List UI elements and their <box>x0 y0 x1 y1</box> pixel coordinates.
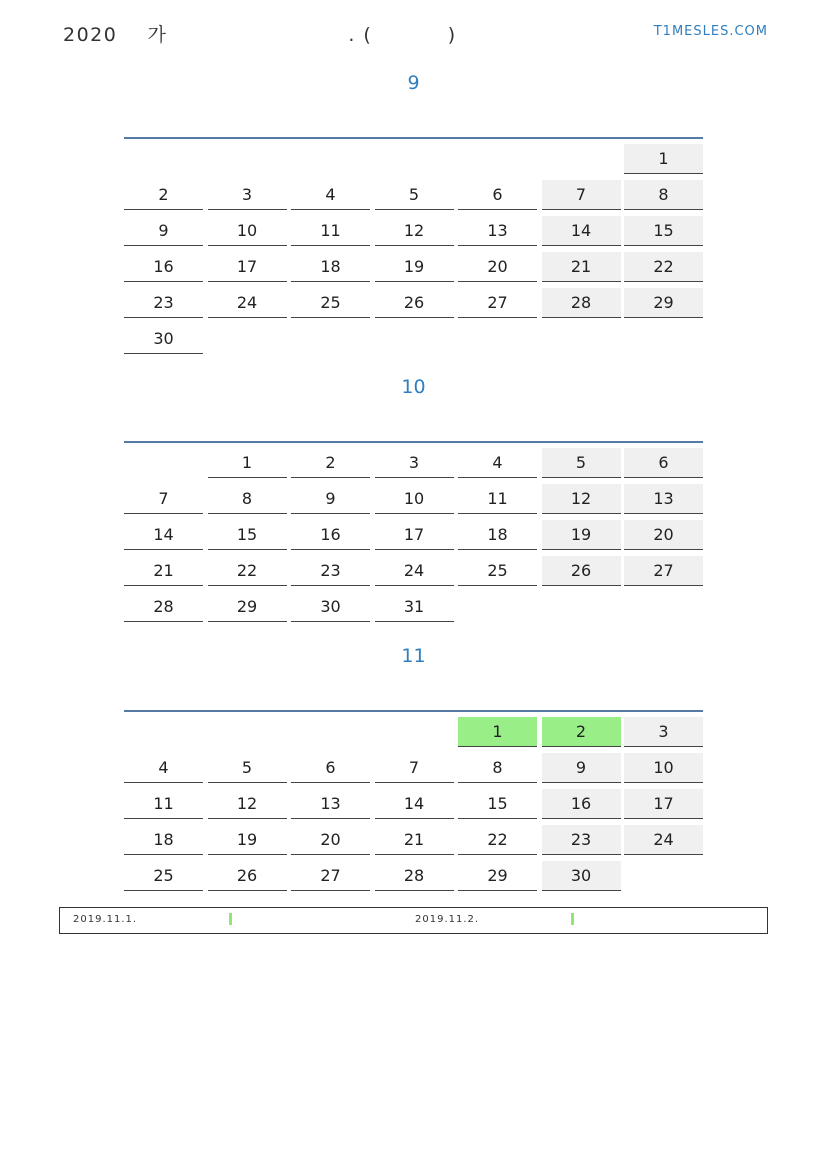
page-title: 2020 가 . ( ) <box>63 24 457 46</box>
day-cell: 13 <box>291 789 370 819</box>
day-cell: 9 <box>124 216 203 246</box>
day-cell: 6 <box>624 448 703 478</box>
day-cell: 7 <box>124 484 203 514</box>
day-cell: 23 <box>542 825 621 855</box>
day-cell: 18 <box>458 520 537 550</box>
month-rule <box>124 710 703 712</box>
day-cell: 1 <box>624 144 703 174</box>
day-cell: 22 <box>458 825 537 855</box>
day-cell: 19 <box>375 252 454 282</box>
day-cell: 16 <box>542 789 621 819</box>
day-cell: 4 <box>458 448 537 478</box>
day-cell: 6 <box>458 180 537 210</box>
day-cell: 28 <box>375 861 454 891</box>
day-cell: 15 <box>458 789 537 819</box>
day-cell: 12 <box>542 484 621 514</box>
day-cell: 13 <box>458 216 537 246</box>
day-cell: 31 <box>375 592 454 622</box>
day-cell: 23 <box>291 556 370 586</box>
holiday-note-marker <box>571 913 574 925</box>
day-cell: 25 <box>291 288 370 318</box>
day-cell: 9 <box>542 753 621 783</box>
day-cell: 14 <box>542 216 621 246</box>
day-cell: 10 <box>375 484 454 514</box>
site-link[interactable]: T1MESLES.COM <box>653 24 768 39</box>
day-cell: 30 <box>124 324 203 354</box>
page-header <box>63 18 768 48</box>
day-cell: 12 <box>208 789 287 819</box>
day-cell: 2 <box>124 180 203 210</box>
day-cell: 27 <box>458 288 537 318</box>
day-cell: 30 <box>291 592 370 622</box>
day-cell: 13 <box>624 484 703 514</box>
day-cell: 17 <box>624 789 703 819</box>
day-cell: 26 <box>375 288 454 318</box>
month-grid <box>124 137 703 360</box>
day-cell: 7 <box>542 180 621 210</box>
day-cell: 24 <box>375 556 454 586</box>
day-cell: 27 <box>624 556 703 586</box>
day-cell: 11 <box>291 216 370 246</box>
day-cell: 29 <box>458 861 537 891</box>
day-cell: 5 <box>208 753 287 783</box>
day-cell: 16 <box>291 520 370 550</box>
day-cell: 19 <box>208 825 287 855</box>
day-cell: 4 <box>124 753 203 783</box>
day-cell: 26 <box>208 861 287 891</box>
holiday-note-marker <box>229 913 232 925</box>
day-cell: 15 <box>624 216 703 246</box>
day-cell: 1 <box>458 717 537 747</box>
month-grid <box>124 441 703 628</box>
day-cell: 9 <box>291 484 370 514</box>
day-cell: 20 <box>291 825 370 855</box>
month-rule <box>124 441 703 443</box>
day-cell: 17 <box>208 252 287 282</box>
day-cell: 29 <box>624 288 703 318</box>
day-cell: 4 <box>291 180 370 210</box>
day-cell: 28 <box>542 288 621 318</box>
day-cell: 12 <box>375 216 454 246</box>
day-cell: 21 <box>542 252 621 282</box>
day-cell: 26 <box>542 556 621 586</box>
day-cell: 19 <box>542 520 621 550</box>
month-title: 11 <box>401 645 426 667</box>
day-cell: 22 <box>624 252 703 282</box>
day-cell: 30 <box>542 861 621 891</box>
day-cell: 29 <box>208 592 287 622</box>
day-cell: 5 <box>542 448 621 478</box>
day-cell: 3 <box>624 717 703 747</box>
day-cell: 6 <box>291 753 370 783</box>
day-cell: 8 <box>624 180 703 210</box>
month-title: 10 <box>401 376 426 398</box>
day-cell: 3 <box>208 180 287 210</box>
day-cell: 24 <box>208 288 287 318</box>
month-rule <box>124 137 703 139</box>
day-cell: 8 <box>208 484 287 514</box>
day-cell: 25 <box>458 556 537 586</box>
day-cell: 2 <box>291 448 370 478</box>
day-cell: 10 <box>208 216 287 246</box>
month-title: 9 <box>407 72 420 94</box>
day-cell: 14 <box>375 789 454 819</box>
day-cell: 22 <box>208 556 287 586</box>
day-cell: 10 <box>624 753 703 783</box>
day-cell: 21 <box>375 825 454 855</box>
day-cell: 24 <box>624 825 703 855</box>
day-cell: 8 <box>458 753 537 783</box>
day-cell: 20 <box>458 252 537 282</box>
day-cell: 16 <box>124 252 203 282</box>
month-grid <box>124 710 703 897</box>
holiday-notes <box>59 907 768 934</box>
day-cell: 2 <box>542 717 621 747</box>
day-cell: 3 <box>375 448 454 478</box>
day-cell: 15 <box>208 520 287 550</box>
holiday-note-date: 2019.11.2. <box>415 914 480 925</box>
day-cell: 20 <box>624 520 703 550</box>
day-cell: 28 <box>124 592 203 622</box>
day-cell: 7 <box>375 753 454 783</box>
day-cell: 23 <box>124 288 203 318</box>
day-cell: 17 <box>375 520 454 550</box>
day-cell: 11 <box>124 789 203 819</box>
day-cell: 14 <box>124 520 203 550</box>
day-cell: 11 <box>458 484 537 514</box>
day-cell: 18 <box>291 252 370 282</box>
day-cell: 27 <box>291 861 370 891</box>
holiday-note-date: 2019.11.1. <box>73 914 138 925</box>
day-cell: 25 <box>124 861 203 891</box>
day-cell: 18 <box>124 825 203 855</box>
day-cell: 21 <box>124 556 203 586</box>
day-cell: 5 <box>375 180 454 210</box>
day-cell: 1 <box>208 448 287 478</box>
